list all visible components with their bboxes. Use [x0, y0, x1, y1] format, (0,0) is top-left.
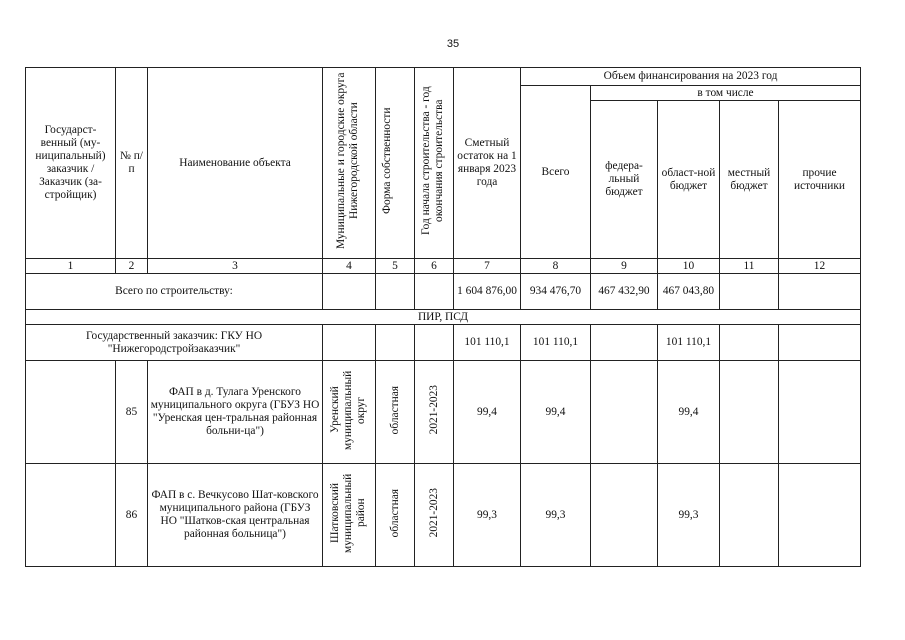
- col-number: 2: [116, 259, 148, 274]
- header-regional: област-ной бюджет: [658, 101, 720, 259]
- header-years: Год начала строительства - год окончания строительства: [415, 68, 454, 259]
- customer-row-estimate: 101 110,1: [454, 325, 521, 361]
- total-row-ownership: [376, 274, 415, 310]
- header-total: Всего: [521, 86, 591, 259]
- table-row-regional: 99,3: [658, 464, 720, 567]
- table-row-customer: [26, 361, 116, 464]
- header-other: прочие источники: [779, 101, 861, 259]
- table-row-other: [779, 464, 861, 567]
- header-local: местный бюджет: [720, 101, 779, 259]
- customer-row-total: 101 110,1: [521, 325, 591, 361]
- col-number: 4: [323, 259, 376, 274]
- section-title: ПИР, ПСД: [26, 310, 861, 325]
- customer-row-local: [720, 325, 779, 361]
- header-funding: Объем финансирования на 2023 год: [521, 68, 861, 86]
- col-number: 3: [148, 259, 323, 274]
- customer-row-other: [779, 325, 861, 361]
- header-incl: в том числе: [591, 86, 861, 101]
- total-row-years: [415, 274, 454, 310]
- total-row-local: [720, 274, 779, 310]
- table-row-regional: 99,4: [658, 361, 720, 464]
- total-row-municipality: [323, 274, 376, 310]
- table-row-municipality: Уренский муниципальный округ: [323, 361, 376, 464]
- customer-row-federal: [591, 325, 658, 361]
- col-number: 8: [521, 259, 591, 274]
- table-row-ownership: областная: [376, 464, 415, 567]
- customer-row-years: [415, 325, 454, 361]
- total-row-total: 934 476,70: [521, 274, 591, 310]
- table-row-federal: [591, 464, 658, 567]
- header-ownership: Форма собственности: [376, 68, 415, 259]
- customer-row-ownership: [376, 325, 415, 361]
- col-number: 6: [415, 259, 454, 274]
- table-row-num: 86: [116, 464, 148, 567]
- table-row-customer: [26, 464, 116, 567]
- total-row-estimate: 1 604 876,00: [454, 274, 521, 310]
- header-num: № п/п: [116, 68, 148, 259]
- total-row-label: Всего по строительству:: [26, 274, 323, 310]
- table-row-name: ФАП в с. Вечкусово Шат-ковского муниципального района (ГБУЗ НО "Шатков-ская центральная районная больница"): [148, 464, 323, 567]
- table-row-local: [720, 464, 779, 567]
- table-row-municipality: Шатковский муниципальный район: [323, 464, 376, 567]
- total-row-regional: 467 043,80: [658, 274, 720, 310]
- table-row-years: 2021-2023: [415, 464, 454, 567]
- col-number: 11: [720, 259, 779, 274]
- table-row-local: [720, 361, 779, 464]
- col-number: 5: [376, 259, 415, 274]
- page-number: 35: [446, 38, 460, 50]
- table-row-federal: [591, 361, 658, 464]
- financing-table: [25, 67, 861, 567]
- table-row-estimate: 99,3: [454, 464, 521, 567]
- customer-row-regional: 101 110,1: [658, 325, 720, 361]
- total-row-federal: 467 432,90: [591, 274, 658, 310]
- col-number: 10: [658, 259, 720, 274]
- customer-row-label: Государственный заказчик: ГКУ НО "Нижегородстройзаказчик": [26, 325, 323, 361]
- table-row-total: 99,4: [521, 361, 591, 464]
- table-row-years: 2021-2023: [415, 361, 454, 464]
- customer-row-municipality: [323, 325, 376, 361]
- total-row-other: [779, 274, 861, 310]
- header-customer: Государст-венный (му-ниципальный) заказчик / Заказчик (за-стройщик): [26, 68, 116, 259]
- header-federal: федера-льный бюджет: [591, 101, 658, 259]
- col-number: 7: [454, 259, 521, 274]
- header-estimate: Сметный остаток на 1 января 2023 года: [454, 68, 521, 259]
- header-municipality: Муниципальные и городские округа Нижегородской области: [323, 68, 376, 259]
- header-name: Наименование объекта: [148, 68, 323, 259]
- col-number: 1: [26, 259, 116, 274]
- table-row-total: 99,3: [521, 464, 591, 567]
- table-row-num: 85: [116, 361, 148, 464]
- col-number: 9: [591, 259, 658, 274]
- table-row-name: ФАП в д. Тулага Уренского муниципального округа (ГБУЗ НО "Уренская цен-тральная районная больни-ца"): [148, 361, 323, 464]
- table-row-ownership: областная: [376, 361, 415, 464]
- table-row-estimate: 99,4: [454, 361, 521, 464]
- table-row-other: [779, 361, 861, 464]
- col-number: 12: [779, 259, 861, 274]
